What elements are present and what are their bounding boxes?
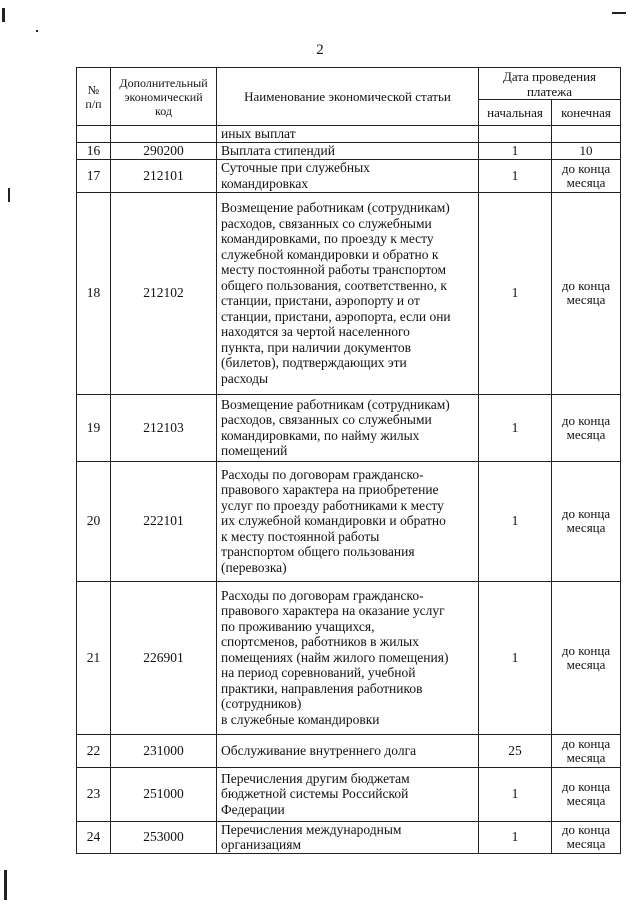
- row-start: 1: [479, 394, 552, 461]
- row-start: 1: [479, 767, 552, 821]
- table-row: [77, 461, 621, 581]
- row-num: 22: [77, 734, 111, 767]
- row-end: до конца месяца: [552, 767, 621, 821]
- table-row: [77, 159, 621, 192]
- row-start: 1: [479, 461, 552, 581]
- row-num: 16: [77, 142, 111, 159]
- row-end: до конца месяца: [552, 734, 621, 767]
- header-payment-date: Дата проведения платежа: [479, 68, 621, 100]
- header-name: Наименование экономической статьи: [217, 68, 479, 126]
- row-num: 24: [77, 821, 111, 853]
- scan-mark-left-top: [2, 8, 5, 22]
- row-num: 23: [77, 767, 111, 821]
- row-code: 253000: [111, 821, 217, 853]
- scan-mark-left-mid: [8, 188, 10, 202]
- page-number: 2: [316, 42, 324, 58]
- row-name: Выплата стипендий: [217, 142, 479, 159]
- budget-articles-table: [76, 67, 621, 854]
- scan-mark-right-top: [612, 12, 626, 14]
- table-row: [77, 142, 621, 159]
- row-start: [479, 126, 552, 143]
- row-code: 226901: [111, 581, 217, 734]
- row-name: Перечисления другим бюджетам бюджетной системы Российской Федерации: [217, 767, 479, 821]
- row-num: 21: [77, 581, 111, 734]
- row-code: 212102: [111, 192, 217, 394]
- row-code: [111, 126, 217, 143]
- table-row: [77, 126, 621, 143]
- table-row: [77, 581, 621, 734]
- scan-dot-top: [36, 30, 38, 32]
- row-name: иных выплат: [217, 126, 479, 143]
- row-num: 17: [77, 159, 111, 192]
- row-end: до конца месяца: [552, 821, 621, 853]
- table-row: [77, 734, 621, 767]
- header-num: № п/п: [77, 68, 111, 126]
- row-end: [552, 126, 621, 143]
- row-start: 1: [479, 142, 552, 159]
- row-end: до конца месяца: [552, 159, 621, 192]
- header-end: конечная: [552, 100, 621, 126]
- row-name: Возмещение работникам (сотрудникам) расходов, связанных со служебными командировками, по проезду к месту служебной командировки и обратно к месту постоянной работы транспортом общего пользования, соответственно, к станции, пристани, аэропорту и от станции, пристани, аэропорта, если они находятся за чертой населенного пункта, при наличии документов (билетов), подтверждающих эти расходы: [217, 192, 479, 394]
- row-code: 212103: [111, 394, 217, 461]
- row-end: до конца месяца: [552, 461, 621, 581]
- row-name: Возмещение работникам (сотрудникам) расходов, связанных со служебными командировками, по найму жилых помещений: [217, 394, 479, 461]
- row-end: 10: [552, 142, 621, 159]
- row-code: 212101: [111, 159, 217, 192]
- row-name: Расходы по договорам гражданско- правового характера на приобретение услуг по проезду работниками к месту их служебной командировки и обратно к месту постоянной работы транспортом общего пользования (перевозка): [217, 461, 479, 581]
- row-end: до конца месяца: [552, 581, 621, 734]
- row-num: 20: [77, 461, 111, 581]
- row-name: Обслуживание внутреннего долга: [217, 734, 479, 767]
- scan-mark-left-bottom: [4, 870, 7, 900]
- row-end: до конца месяца: [552, 394, 621, 461]
- row-num: [77, 126, 111, 143]
- row-start: 1: [479, 192, 552, 394]
- header-start: начальная: [479, 100, 552, 126]
- table-row: [77, 394, 621, 461]
- row-num: 19: [77, 394, 111, 461]
- row-end: до конца месяца: [552, 192, 621, 394]
- header-code: Дополнительный экономический код: [111, 68, 217, 126]
- table-row: [77, 192, 621, 394]
- row-start: 1: [479, 159, 552, 192]
- row-start: 25: [479, 734, 552, 767]
- row-start: 1: [479, 821, 552, 853]
- row-num: 18: [77, 192, 111, 394]
- row-code: 222101: [111, 461, 217, 581]
- row-code: 290200: [111, 142, 217, 159]
- table-row: [77, 821, 621, 853]
- row-start: 1: [479, 581, 552, 734]
- row-name: Перечисления международным организациям: [217, 821, 479, 853]
- row-name: Расходы по договорам гражданско- правового характера на оказание услуг по проживанию учащихся, спортсменов, работников в жилых помещениях (найм жилого помещения) на период соревнований, учебной практики, направления работников (сотрудников) в служебные командировки: [217, 581, 479, 734]
- row-code: 231000: [111, 734, 217, 767]
- row-name: Суточные при служебных командировках: [217, 159, 479, 192]
- row-code: 251000: [111, 767, 217, 821]
- table-row: [77, 767, 621, 821]
